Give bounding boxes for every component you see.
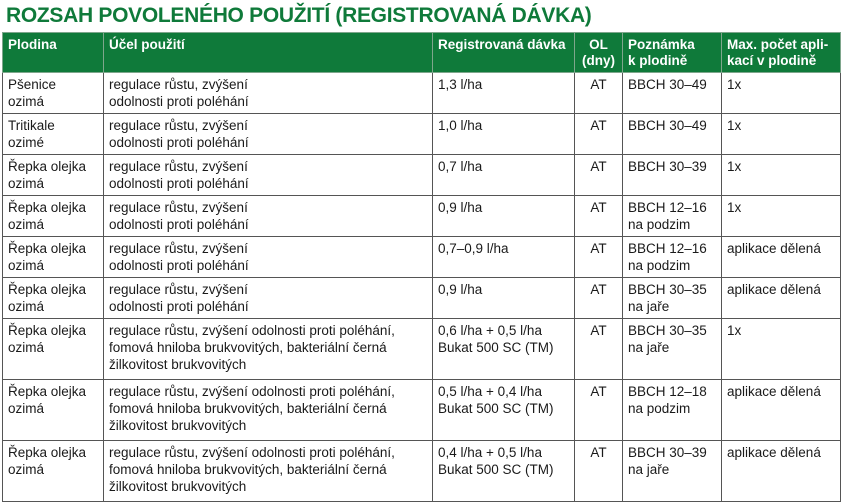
cell-ol xyxy=(575,196,623,237)
cell-max xyxy=(722,114,841,155)
cell-max-line: aplikace dělená xyxy=(727,445,821,460)
header-poznamka: Poznámka k plodině xyxy=(623,33,722,73)
cell-poznamka-line: na podzim xyxy=(628,217,691,232)
cell-max-line: 1x xyxy=(727,118,742,133)
table-row xyxy=(3,114,841,155)
cell-ucel-line: regulace růstu, zvýšení odolnosti proti poléhání, xyxy=(109,445,395,460)
cell-ol-line: AT xyxy=(590,118,607,133)
cell-poznamka-line: na jaře xyxy=(628,340,670,355)
page-title: ROZSAH POVOLENÉHO POUŽITÍ (REGISTROVANÁ DÁVKA) xyxy=(6,4,592,27)
table-header-row xyxy=(3,33,841,73)
cell-plodina-line: ozimé xyxy=(8,135,45,150)
cell-plodina-line: Řepka olejka xyxy=(8,200,87,215)
cell-ol-line: AT xyxy=(590,445,607,460)
table-row xyxy=(3,441,841,502)
cell-plodina-line: ozimá xyxy=(8,401,45,416)
cell-ucel-line: žilkovitost brukvovitých xyxy=(109,357,247,372)
cell-davka-line: Bukat 500 SC (TM) xyxy=(438,462,554,477)
cell-poznamka-line: BBCH 12–16 xyxy=(628,241,707,256)
table-row xyxy=(3,380,841,441)
cell-max xyxy=(722,380,841,441)
cell-ucel-line: odolnosti proti poléhání xyxy=(109,258,249,273)
cell-poznamka-line: BBCH 12–16 xyxy=(628,200,707,215)
cell-ol-line: AT xyxy=(590,241,607,256)
cell-ol xyxy=(575,380,623,441)
cell-davka xyxy=(433,155,575,196)
cell-ol xyxy=(575,319,623,380)
cell-plodina-line: ozimá xyxy=(8,217,45,232)
cell-ucel-line: regulace růstu, zvýšení odolnosti proti poléhání, xyxy=(109,384,395,399)
cell-ol-line: AT xyxy=(590,200,607,215)
cell-plodina xyxy=(3,155,104,196)
cell-poznamka-line: BBCH 30–49 xyxy=(628,77,707,92)
cell-davka-line: 0,9 l/ha xyxy=(438,282,483,297)
cell-plodina-line: Řepka olejka xyxy=(8,323,87,338)
cell-poznamka xyxy=(623,114,722,155)
cell-poznamka-line: BBCH 30–39 xyxy=(628,445,707,460)
cell-plodina xyxy=(3,237,104,278)
cell-ucel-line: odolnosti proti poléhání xyxy=(109,299,249,314)
cell-plodina-line: Řepka olejka xyxy=(8,241,87,256)
cell-poznamka-line: na podzim xyxy=(628,401,691,416)
cell-ucel xyxy=(104,380,433,441)
cell-poznamka-line: BBCH 30–35 xyxy=(628,323,707,338)
cell-plodina-line: Řepka olejka xyxy=(8,282,87,297)
cell-ol xyxy=(575,278,623,319)
cell-ucel-line: fomová hniloba brukvovitých, bakteriální černá xyxy=(109,401,387,416)
cell-ol-line: AT xyxy=(590,159,607,174)
cell-ucel-line: odolnosti proti poléhání xyxy=(109,176,249,191)
cell-davka-line: 0,9 l/ha xyxy=(438,200,483,215)
cell-max xyxy=(722,237,841,278)
cell-davka-line: 0,4 l/ha + 0,5 l/ha xyxy=(438,445,542,460)
cell-davka-line: Bukat 500 SC (TM) xyxy=(438,401,554,416)
cell-poznamka xyxy=(623,237,722,278)
header-plodina: Plodina xyxy=(3,33,104,73)
cell-plodina-line: Pšenice xyxy=(8,77,57,92)
cell-poznamka xyxy=(623,380,722,441)
cell-ol-line: AT xyxy=(590,323,607,338)
cell-ucel xyxy=(104,237,433,278)
cell-davka xyxy=(433,380,575,441)
cell-poznamka-line: na podzim xyxy=(628,258,691,273)
cell-ucel xyxy=(104,155,433,196)
cell-ucel-line: odolnosti proti poléhání xyxy=(109,135,249,150)
cell-poznamka-line: na jaře xyxy=(628,299,670,314)
table-row xyxy=(3,155,841,196)
cell-davka xyxy=(433,114,575,155)
cell-davka-line: 1,3 l/ha xyxy=(438,77,483,92)
cell-plodina xyxy=(3,380,104,441)
cell-max xyxy=(722,155,841,196)
cell-plodina xyxy=(3,196,104,237)
header-max: Max. počet apli- kací v plodině xyxy=(722,33,841,73)
cell-ucel-line: žilkovitost brukvovitých xyxy=(109,479,247,494)
cell-max-line: 1x xyxy=(727,159,742,174)
cell-max-line: aplikace dělená xyxy=(727,241,821,256)
cell-davka xyxy=(433,196,575,237)
cell-davka-line: 0,5 l/ha + 0,4 l/ha xyxy=(438,384,542,399)
cell-ol-line: AT xyxy=(590,282,607,297)
cell-davka-line: 0,6 l/ha + 0,5 l/ha xyxy=(438,323,542,338)
header-ucel: Účel použití xyxy=(104,33,433,73)
cell-plodina-line: Řepka olejka xyxy=(8,384,87,399)
cell-ucel-line: fomová hniloba brukvovitých, bakteriální černá xyxy=(109,340,387,355)
cell-max xyxy=(722,73,841,114)
cell-max-line: 1x xyxy=(727,323,742,338)
cell-plodina xyxy=(3,441,104,502)
cell-plodina-line: Tritikale xyxy=(8,118,55,133)
cell-poznamka-line: BBCH 30–39 xyxy=(628,159,707,174)
cell-plodina-line: ozimá xyxy=(8,176,45,191)
cell-plodina xyxy=(3,114,104,155)
cell-poznamka xyxy=(623,441,722,502)
cell-max-line: 1x xyxy=(727,200,742,215)
header-ol: OL (dny) xyxy=(575,33,623,73)
cell-ucel xyxy=(104,73,433,114)
cell-plodina-line: ozimá xyxy=(8,340,45,355)
cell-davka-line: Bukat 500 SC (TM) xyxy=(438,340,554,355)
cell-ucel xyxy=(104,441,433,502)
cell-plodina xyxy=(3,73,104,114)
cell-davka-line: 1,0 l/ha xyxy=(438,118,483,133)
cell-davka xyxy=(433,237,575,278)
cell-ol-line: AT xyxy=(590,77,607,92)
cell-max xyxy=(722,441,841,502)
cell-max xyxy=(722,278,841,319)
table-row xyxy=(3,73,841,114)
cell-max-line: 1x xyxy=(727,77,742,92)
cell-ucel-line: fomová hniloba brukvovitých, bakteriální černá xyxy=(109,462,387,477)
cell-ucel-line: regulace růstu, zvýšení xyxy=(109,200,248,215)
cell-plodina-line: ozimá xyxy=(8,299,45,314)
cell-ucel-line: odolnosti proti poléhání xyxy=(109,217,249,232)
cell-ol xyxy=(575,114,623,155)
cell-ucel-line: regulace růstu, zvýšení xyxy=(109,118,248,133)
cell-ucel xyxy=(104,278,433,319)
cell-poznamka-line: BBCH 30–35 xyxy=(628,282,707,297)
cell-ol xyxy=(575,237,623,278)
cell-ucel-line: regulace růstu, zvýšení xyxy=(109,282,248,297)
cell-max-line: aplikace dělená xyxy=(727,384,821,399)
cell-davka xyxy=(433,319,575,380)
header-davka: Registrovaná dávka xyxy=(433,33,575,73)
table-row xyxy=(3,196,841,237)
table-row xyxy=(3,319,841,380)
cell-poznamka xyxy=(623,319,722,380)
cell-max xyxy=(722,196,841,237)
cell-ucel xyxy=(104,114,433,155)
cell-davka xyxy=(433,441,575,502)
cell-ucel-line: regulace růstu, zvýšení xyxy=(109,241,248,256)
cell-plodina-line: Řepka olejka xyxy=(8,159,87,174)
cell-plodina xyxy=(3,278,104,319)
cell-plodina-line: ozimá xyxy=(8,258,45,273)
cell-davka-line: 0,7 l/ha xyxy=(438,159,483,174)
cell-plodina-line: ozimá xyxy=(8,462,45,477)
cell-ucel-line: regulace růstu, zvýšení xyxy=(109,159,248,174)
table-row xyxy=(3,278,841,319)
cell-ol xyxy=(575,155,623,196)
cell-ol xyxy=(575,73,623,114)
table-row xyxy=(3,237,841,278)
cell-davka-line: 0,7–0,9 l/ha xyxy=(438,241,509,256)
cell-plodina xyxy=(3,319,104,380)
registration-table xyxy=(2,32,841,502)
cell-ol-line: AT xyxy=(590,384,607,399)
cell-plodina-line: Řepka olejka xyxy=(8,445,87,460)
cell-max-line: aplikace dělená xyxy=(727,282,821,297)
cell-ucel-line: regulace růstu, zvýšení xyxy=(109,77,248,92)
cell-ucel xyxy=(104,319,433,380)
cell-ol xyxy=(575,441,623,502)
cell-poznamka-line: na jaře xyxy=(628,462,670,477)
cell-poznamka xyxy=(623,278,722,319)
cell-poznamka xyxy=(623,155,722,196)
cell-poznamka xyxy=(623,196,722,237)
cell-ucel xyxy=(104,196,433,237)
cell-ucel-line: regulace růstu, zvýšení odolnosti proti poléhání, xyxy=(109,323,395,338)
cell-ucel-line: žilkovitost brukvovitých xyxy=(109,418,247,433)
cell-poznamka-line: BBCH 12–18 xyxy=(628,384,707,399)
cell-poznamka xyxy=(623,73,722,114)
cell-davka xyxy=(433,73,575,114)
cell-davka xyxy=(433,278,575,319)
cell-max xyxy=(722,319,841,380)
cell-poznamka-line: BBCH 30–49 xyxy=(628,118,707,133)
cell-plodina-line: ozimá xyxy=(8,94,45,109)
cell-ucel-line: odolnosti proti poléhání xyxy=(109,94,249,109)
